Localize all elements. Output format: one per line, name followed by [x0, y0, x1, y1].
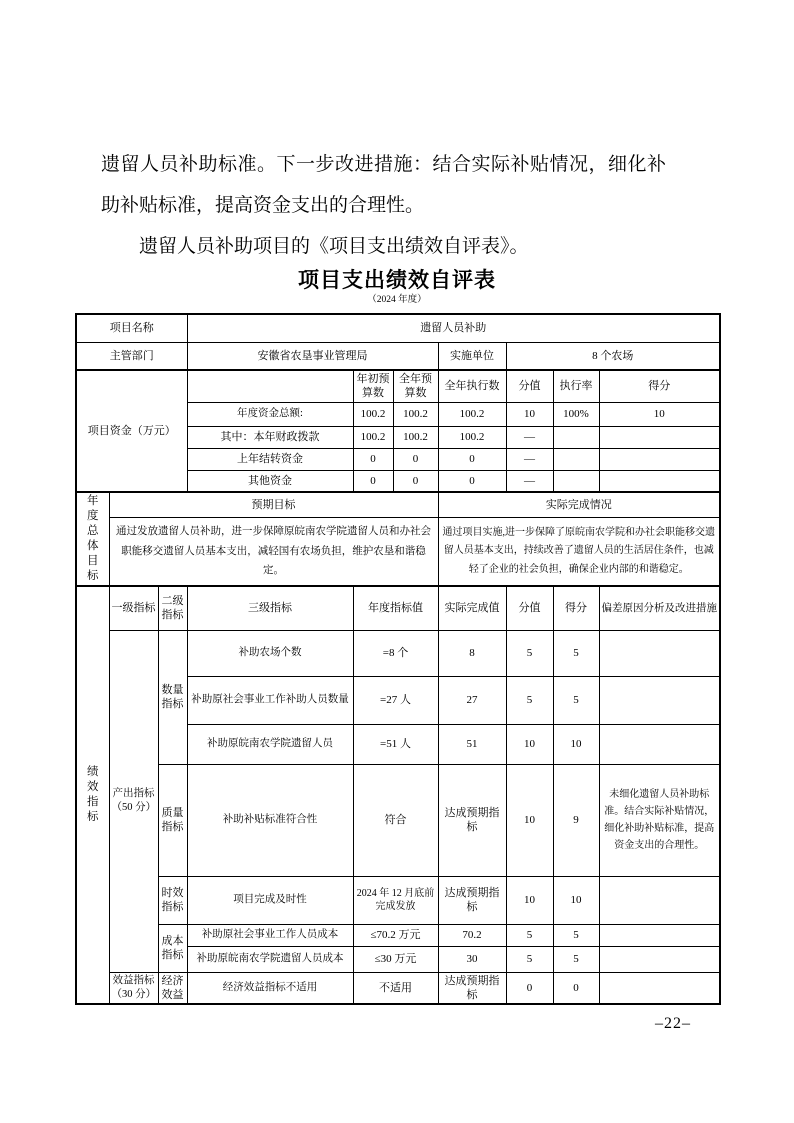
header-actual: 实际完成值 [438, 586, 506, 630]
indicator-name: 经济效益指标不适用 [187, 972, 353, 1004]
funds-cell [599, 448, 720, 470]
actual-completion-text: 通过项目实施,进一步保障了原皖南农学院和办社会职能移交遗留人员基本支出，持续改善了遗留人员的生活居住条件，也减轻了企业的社会负担，确保企业内部的和谐稳定。 [438, 518, 720, 586]
header-level3: 三级指标 [187, 586, 353, 630]
funds-cell: 100.2 [353, 426, 393, 448]
indicator-target: 2024 年 12 月底前完成发放 [353, 876, 438, 924]
indicator-actual: 达成预期指标 [438, 876, 506, 924]
funds-cell: 0 [438, 470, 506, 492]
indicator-score: 5 [553, 924, 599, 946]
header-level1: 一级指标 [109, 586, 158, 630]
expected-goal-text: 通过发放遗留人员补助，进一步保障原皖南农学院遗留人员和办社会职能移交遗留人员基本支出，减轻国有农场负担，维护农垦和谐稳定。 [109, 518, 438, 586]
funds-header-annual: 全年预算数 [393, 370, 438, 402]
funds-cell: 0 [353, 448, 393, 470]
funds-cell: 0 [393, 470, 438, 492]
funds-cell: 10 [506, 402, 553, 426]
indicator-target: =8 个 [353, 630, 438, 676]
indicator-score: 0 [553, 972, 599, 1004]
indicator-target: =51 人 [353, 724, 438, 764]
funds-cell: 10 [599, 402, 720, 426]
performance-indicator-label [76, 586, 109, 1004]
row-goal-header [76, 492, 720, 518]
indicator-score: 10 [553, 876, 599, 924]
indicator-weight: 10 [506, 764, 553, 876]
indicator-actual: 达成预期指标 [438, 972, 506, 1004]
indicator-target: ≤70.2 万元 [353, 924, 438, 946]
indicator-name: 补助补贴标准符合性 [187, 764, 353, 876]
indicator-score: 9 [553, 764, 599, 876]
funds-cell: — [506, 470, 553, 492]
indicator-target: ≤30 万元 [353, 946, 438, 972]
funds-header-executed: 全年执行数 [438, 370, 506, 402]
row-department [76, 342, 720, 370]
output-indicator-group: 产出指标（50 分） [109, 630, 158, 972]
header-score: 得分 [553, 586, 599, 630]
funds-header-score: 得分 [599, 370, 720, 402]
indicator-score: 5 [553, 946, 599, 972]
indicator-deviation [599, 876, 720, 924]
indicator-weight: 5 [506, 946, 553, 972]
indicator-deviation [599, 630, 720, 676]
cost-indicator-group: 成本指标 [158, 924, 187, 972]
funds-header-rate: 执行率 [553, 370, 599, 402]
funds-cell: 0 [393, 448, 438, 470]
row-indicator-cost-social [76, 924, 720, 946]
header-weight: 分值 [506, 586, 553, 630]
funds-cell: 100.2 [353, 402, 393, 426]
economic-indicator-group: 经济效益 [158, 972, 187, 1004]
indicator-deviation [599, 924, 720, 946]
funds-cell: 100.2 [438, 402, 506, 426]
indicator-name: 补助原皖南农学院遗留人员成本 [187, 946, 353, 972]
funds-header-weight: 分值 [506, 370, 553, 402]
annual-goal-vertical-text: 年度总体目标 [87, 495, 99, 583]
quantity-indicator-group: 数量指标 [158, 630, 187, 764]
project-name-label: 项目名称 [76, 314, 187, 342]
impl-value: 8 个农场 [506, 342, 720, 370]
indicator-score: 5 [553, 676, 599, 724]
funds-cell [553, 448, 599, 470]
funds-header-initial: 年初预算数 [353, 370, 393, 402]
indicator-name: 项目完成及时性 [187, 876, 353, 924]
document-title: 项目支出绩效自评表 [298, 269, 496, 292]
intro-paragraph-2: 遗留人员补助项目的《项目支出绩效自评表》。 [139, 236, 529, 257]
indicator-weight: 10 [506, 724, 553, 764]
row-indicator-economic [76, 972, 720, 1004]
impl-label: 实施单位 [438, 342, 506, 370]
dept-value: 安徽省农垦事业管理局 [187, 342, 438, 370]
annual-goal-label [76, 492, 109, 586]
indicator-name: 补助原皖南农学院遗留人员 [187, 724, 353, 764]
expected-goal-header: 预期目标 [109, 492, 438, 518]
funds-cell [599, 426, 720, 448]
funds-cell: 0 [353, 470, 393, 492]
indicator-target: 不适用 [353, 972, 438, 1004]
header-target: 年度指标值 [353, 586, 438, 630]
indicator-target: 符合 [353, 764, 438, 876]
row-funds-header [76, 370, 720, 402]
indicator-weight: 0 [506, 972, 553, 1004]
indicator-weight: 5 [506, 630, 553, 676]
document-subtitle: （2024 年度） [367, 295, 427, 305]
funds-cell: 100% [553, 402, 599, 426]
indicator-actual: 51 [438, 724, 506, 764]
row-goal-content [76, 518, 720, 586]
benefit-indicator-group: 效益指标（30 分） [109, 972, 158, 1004]
dept-label: 主管部门 [76, 342, 187, 370]
funds-label: 项目资金（万元） [76, 370, 187, 492]
funds-cell: — [506, 426, 553, 448]
funds-cell: 0 [438, 448, 506, 470]
row-indicator-timeliness [76, 876, 720, 924]
row-project-name [76, 314, 720, 342]
indicator-actual: 8 [438, 630, 506, 676]
funds-row-name: 上年结转资金 [187, 448, 353, 470]
row-indicator-farms [76, 630, 720, 676]
indicator-weight: 10 [506, 876, 553, 924]
funds-cell: 100.2 [393, 402, 438, 426]
funds-row-name: 其他资金 [187, 470, 353, 492]
time-indicator-group: 时效指标 [158, 876, 187, 924]
funds-cell [553, 426, 599, 448]
funds-cell [599, 470, 720, 492]
project-name-value: 遗留人员补助 [187, 314, 720, 342]
indicator-deviation: 未细化遗留人员补助标准。结合实际补贴情况，细化补助补贴标准，提高资金支出的合理性。 [599, 764, 720, 876]
actual-completion-header: 实际完成情况 [438, 492, 720, 518]
indicator-deviation [599, 946, 720, 972]
funds-header-empty [187, 370, 353, 402]
indicator-actual: 27 [438, 676, 506, 724]
indicator-deviation [599, 972, 720, 1004]
indicator-actual: 30 [438, 946, 506, 972]
performance-indicator-vertical-text: 绩效指标 [87, 766, 99, 824]
funds-cell: 100.2 [438, 426, 506, 448]
indicator-name: 补助农场个数 [187, 630, 353, 676]
page-number: –22– [655, 1015, 691, 1033]
funds-cell: — [506, 448, 553, 470]
funds-cell: 100.2 [393, 426, 438, 448]
header-level2: 二级指标 [158, 586, 187, 630]
indicator-weight: 5 [506, 676, 553, 724]
header-deviation: 偏差原因分析及改进措施 [599, 586, 720, 630]
indicator-name: 补助原社会事业工作人员成本 [187, 924, 353, 946]
intro-section [101, 144, 666, 267]
indicator-score: 10 [553, 724, 599, 764]
indicator-deviation [599, 676, 720, 724]
funds-cell [553, 470, 599, 492]
indicator-score: 5 [553, 630, 599, 676]
funds-row-name: 年度资金总额: [187, 402, 353, 426]
funds-row-name: 其中：本年财政拨款 [187, 426, 353, 448]
indicator-weight: 5 [506, 924, 553, 946]
intro-paragraph-1: 遗留人员补助标准。下一步改进措施：结合实际补贴情况，细化补助补贴标准，提高资金支出的合理性。 [101, 154, 666, 216]
quality-indicator-group: 质量指标 [158, 764, 187, 876]
indicator-actual: 70.2 [438, 924, 506, 946]
indicator-name: 补助原社会事业工作补助人员数量 [187, 676, 353, 724]
row-indicator-quality [76, 764, 720, 876]
evaluation-table [75, 313, 721, 1005]
row-indicator-header [76, 586, 720, 630]
indicator-target: =27 人 [353, 676, 438, 724]
indicator-deviation [599, 724, 720, 764]
indicator-actual: 达成预期指标 [438, 764, 506, 876]
